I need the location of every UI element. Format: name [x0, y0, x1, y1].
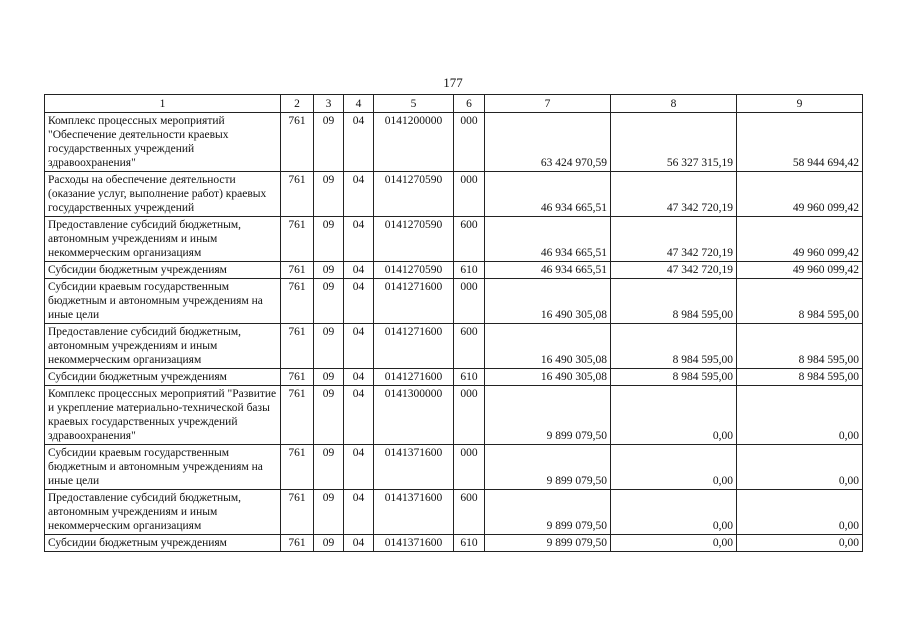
header-cell: 3 — [314, 95, 344, 113]
code-admin: 761 — [281, 217, 314, 262]
code-admin: 761 — [281, 279, 314, 324]
amount-col9: 49 960 099,42 — [737, 172, 863, 217]
row-name: Субсидии бюджетным учреждениям — [45, 369, 281, 386]
header-cell: 4 — [344, 95, 374, 113]
code-section: 09 — [314, 386, 344, 445]
code-admin: 761 — [281, 535, 314, 552]
amount-col9: 0,00 — [737, 445, 863, 490]
amount-col7: 9 899 079,50 — [485, 490, 611, 535]
amount-col8: 8 984 595,00 — [611, 324, 737, 369]
row-name: Субсидии краевым государственным бюджетным и автономным учреждениям на иные цели — [45, 279, 281, 324]
code-expense-type: 000 — [454, 113, 485, 172]
amount-col9: 0,00 — [737, 535, 863, 552]
amount-col8: 47 342 720,19 — [611, 217, 737, 262]
table-row — [45, 324, 863, 369]
code-target: 0141270590 — [374, 217, 454, 262]
table-header — [45, 95, 863, 113]
code-target: 0141271600 — [374, 279, 454, 324]
row-name: Субсидии бюджетным учреждениям — [45, 535, 281, 552]
code-section: 09 — [314, 217, 344, 262]
budget-table — [44, 94, 863, 552]
code-admin: 761 — [281, 113, 314, 172]
header-cell: 8 — [611, 95, 737, 113]
amount-col9: 49 960 099,42 — [737, 262, 863, 279]
code-expense-type: 610 — [454, 535, 485, 552]
table-row — [45, 369, 863, 386]
amount-col7: 9 899 079,50 — [485, 386, 611, 445]
code-section: 09 — [314, 279, 344, 324]
code-section: 09 — [314, 172, 344, 217]
code-expense-type: 000 — [454, 386, 485, 445]
code-section: 09 — [314, 369, 344, 386]
code-admin: 761 — [281, 445, 314, 490]
header-cell: 1 — [45, 95, 281, 113]
table-row — [45, 490, 863, 535]
amount-col7: 16 490 305,08 — [485, 279, 611, 324]
amount-col8: 0,00 — [611, 490, 737, 535]
code-expense-type: 600 — [454, 217, 485, 262]
amount-col8: 8 984 595,00 — [611, 279, 737, 324]
row-name: Предоставление субсидий бюджетным, автономным учреждениям и иным некоммерческим организациям — [45, 490, 281, 535]
code-target: 0141200000 — [374, 113, 454, 172]
code-subsection: 04 — [344, 445, 374, 490]
row-name: Комплекс процессных мероприятий "Обеспечение деятельности краевых государственных учреждений здравоохранения" — [45, 113, 281, 172]
amount-col7: 46 934 665,51 — [485, 217, 611, 262]
code-section: 09 — [314, 262, 344, 279]
code-target: 0141270590 — [374, 172, 454, 217]
amount-col9: 0,00 — [737, 490, 863, 535]
row-name: Предоставление субсидий бюджетным, автономным учреждениям и иным некоммерческим организациям — [45, 324, 281, 369]
code-admin: 761 — [281, 386, 314, 445]
amount-col7: 46 934 665,51 — [485, 262, 611, 279]
amount-col9: 58 944 694,42 — [737, 113, 863, 172]
code-admin: 761 — [281, 262, 314, 279]
code-subsection: 04 — [344, 113, 374, 172]
code-expense-type: 000 — [454, 445, 485, 490]
header-cell: 2 — [281, 95, 314, 113]
code-expense-type: 000 — [454, 279, 485, 324]
amount-col7: 9 899 079,50 — [485, 445, 611, 490]
table-row — [45, 113, 863, 172]
amount-col9: 8 984 595,00 — [737, 369, 863, 386]
row-name: Субсидии краевым государственным бюджетным и автономным учреждениям на иные цели — [45, 445, 281, 490]
table-row — [45, 535, 863, 552]
code-section: 09 — [314, 490, 344, 535]
code-admin: 761 — [281, 324, 314, 369]
code-section: 09 — [314, 113, 344, 172]
amount-col8: 56 327 315,19 — [611, 113, 737, 172]
table-row — [45, 279, 863, 324]
amount-col8: 47 342 720,19 — [611, 172, 737, 217]
amount-col7: 9 899 079,50 — [485, 535, 611, 552]
code-admin: 761 — [281, 490, 314, 535]
amount-col9: 49 960 099,42 — [737, 217, 863, 262]
code-target: 0141300000 — [374, 386, 454, 445]
code-expense-type: 600 — [454, 490, 485, 535]
amount-col9: 0,00 — [737, 386, 863, 445]
code-target: 0141371600 — [374, 535, 454, 552]
amount-col8: 0,00 — [611, 445, 737, 490]
amount-col8: 0,00 — [611, 535, 737, 552]
amount-col7: 46 934 665,51 — [485, 172, 611, 217]
amount-col7: 63 424 970,59 — [485, 113, 611, 172]
code-expense-type: 610 — [454, 369, 485, 386]
table-row — [45, 386, 863, 445]
amount-col9: 8 984 595,00 — [737, 324, 863, 369]
amount-col8: 8 984 595,00 — [611, 369, 737, 386]
code-target: 0141371600 — [374, 490, 454, 535]
amount-col8: 47 342 720,19 — [611, 262, 737, 279]
row-name: Субсидии бюджетным учреждениям — [45, 262, 281, 279]
code-target: 0141271600 — [374, 324, 454, 369]
code-subsection: 04 — [344, 386, 374, 445]
code-subsection: 04 — [344, 535, 374, 552]
table-row — [45, 217, 863, 262]
header-cell: 7 — [485, 95, 611, 113]
code-expense-type: 000 — [454, 172, 485, 217]
code-subsection: 04 — [344, 279, 374, 324]
table-row — [45, 445, 863, 490]
code-target: 0141371600 — [374, 445, 454, 490]
amount-col7: 16 490 305,08 — [485, 324, 611, 369]
code-section: 09 — [314, 324, 344, 369]
code-subsection: 04 — [344, 324, 374, 369]
header-row — [45, 95, 863, 113]
header-cell: 9 — [737, 95, 863, 113]
row-name: Расходы на обеспечение деятельности (оказание услуг, выполнение работ) краевых государственных учреждений — [45, 172, 281, 217]
table-row — [45, 262, 863, 279]
code-section: 09 — [314, 445, 344, 490]
code-subsection: 04 — [344, 262, 374, 279]
code-subsection: 04 — [344, 369, 374, 386]
code-target: 0141270590 — [374, 262, 454, 279]
code-subsection: 04 — [344, 490, 374, 535]
code-admin: 761 — [281, 369, 314, 386]
code-subsection: 04 — [344, 217, 374, 262]
row-name: Предоставление субсидий бюджетным, автономным учреждениям и иным некоммерческим организациям — [45, 217, 281, 262]
row-name: Комплекс процессных мероприятий "Развитие и укрепление материально-технической базы краевых государственных учреждений здравоохранения" — [45, 386, 281, 445]
table-body — [45, 113, 863, 552]
header-cell: 6 — [454, 95, 485, 113]
code-section: 09 — [314, 535, 344, 552]
code-subsection: 04 — [344, 172, 374, 217]
code-target: 0141271600 — [374, 369, 454, 386]
amount-col9: 8 984 595,00 — [737, 279, 863, 324]
page-number: 177 — [443, 75, 463, 90]
table-row — [45, 172, 863, 217]
code-expense-type: 610 — [454, 262, 485, 279]
amount-col7: 16 490 305,08 — [485, 369, 611, 386]
code-expense-type: 600 — [454, 324, 485, 369]
amount-col8: 0,00 — [611, 386, 737, 445]
header-cell: 5 — [374, 95, 454, 113]
code-admin: 761 — [281, 172, 314, 217]
